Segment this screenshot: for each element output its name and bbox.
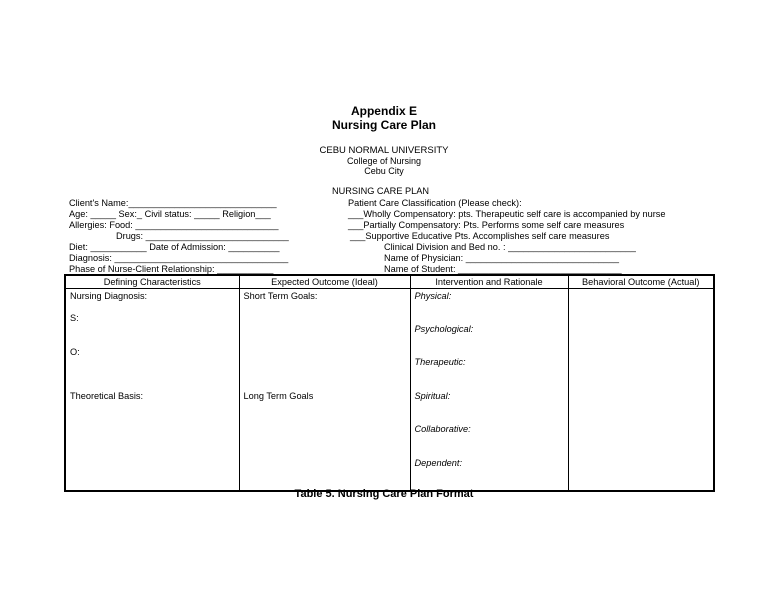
objective-label: O: <box>70 347 80 357</box>
dependent-label: Dependent: <box>414 458 463 468</box>
page-title: Nursing Care Plan <box>331 118 437 132</box>
age-sex-status-field: Age: _____ Sex:_ Civil status: _____ Religion___ <box>69 209 271 219</box>
intervention-cell <box>410 289 568 492</box>
header-defining-characteristics: Defining Characteristics <box>65 275 239 289</box>
phase-field: Phase of Nurse-Client Relationship: ___________ <box>69 264 274 274</box>
physical-label: Physical: <box>414 291 452 301</box>
physician-field: Name of Physician: ______________________________ <box>384 253 619 263</box>
short-term-goals-label: Short Term Goals: <box>243 291 318 301</box>
psychological-label: Psychological: <box>414 324 474 334</box>
spiritual-label: Spiritual: <box>414 391 451 401</box>
table-caption: Table 5. Nursing Care Plan Format <box>294 488 474 500</box>
defining-characteristics-cell <box>65 289 239 492</box>
care-classification-label: Patient Care Classification (Please check): <box>348 198 522 208</box>
allergies-food-field: Allergies: Food: ____________________________ <box>69 220 279 230</box>
header-intervention-rationale: Intervention and Rationale <box>410 275 568 289</box>
behavioral-outcome-cell <box>568 289 714 492</box>
wholly-compensatory-option: ___Wholly Compensatory: pts. Therapeutic self care is accompanied by nurse <box>348 209 666 219</box>
theoretical-basis-label: Theoretical Basis: <box>70 391 144 401</box>
diagnosis-field: Diagnosis: __________________________________ <box>69 253 289 263</box>
supportive-educative-option: ___Supportive Educative Pts. Accomplishes self care measures <box>350 231 610 241</box>
form-title: NURSING CARE PLAN <box>332 186 429 196</box>
header-expected-outcome: Expected Outcome (Ideal) <box>239 275 410 289</box>
diet-admission-field: Diet: ___________ Date of Admission: __________ <box>69 242 280 252</box>
college-name: College of Nursing <box>346 156 422 166</box>
city-name: Cebu City <box>364 166 404 176</box>
partially-compensatory-option: ___Partially Compensatory: Pts. Performs some self care measures <box>348 220 625 230</box>
student-field: Name of Student: ________________________________ <box>384 264 622 274</box>
care-plan-table <box>64 274 715 492</box>
client-name-field: Client's Name:_____________________________ <box>69 198 277 208</box>
long-term-goals-label: Long Term Goals <box>243 391 314 401</box>
allergies-drugs-field: Drugs: ____________________________ <box>116 231 289 241</box>
appendix-label: Appendix E <box>350 104 417 118</box>
header-behavioral-outcome: Behavioral Outcome (Actual) <box>568 275 714 289</box>
therapeutic-label: Therapeutic: <box>414 357 466 367</box>
university-name: CEBU NORMAL UNIVERSITY <box>319 145 449 156</box>
expected-outcome-cell <box>239 289 410 492</box>
nursing-diagnosis-label: Nursing Diagnosis: <box>70 291 148 301</box>
subjective-label: S: <box>70 313 79 323</box>
clinical-division-field: Clinical Division and Bed no. : _________________________ <box>384 242 636 252</box>
collaborative-label: Collaborative: <box>414 424 471 434</box>
